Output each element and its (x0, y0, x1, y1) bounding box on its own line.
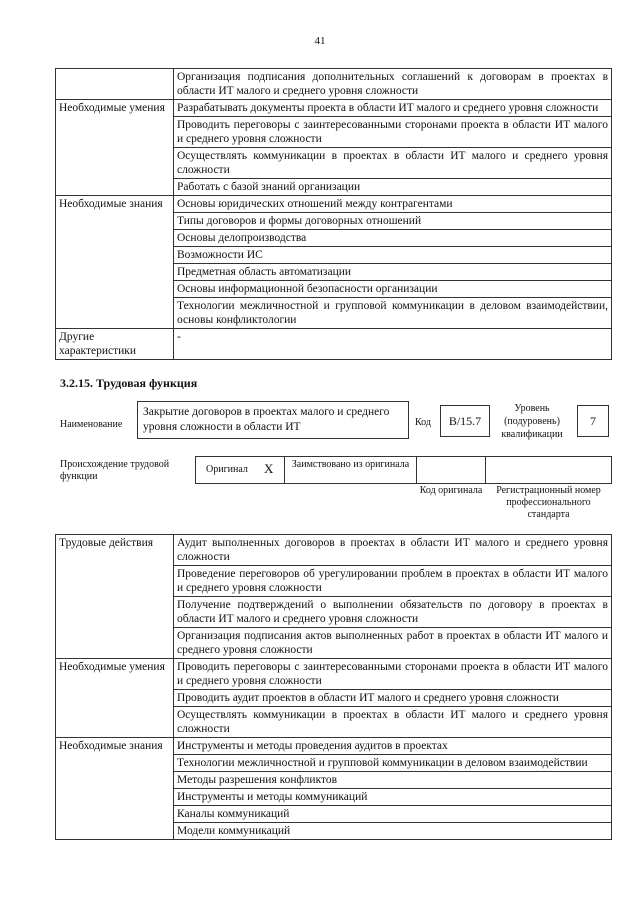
origin-label: Происхождение трудовой функции (60, 459, 170, 482)
table-row (56, 329, 612, 360)
table1-body (56, 69, 612, 360)
row-item: Проводить переговоры с заинтересованными сторонами проекта в области ИТ малого и среднего уровня сложности (174, 117, 612, 148)
borrowed-label: Заимствовано из оригинала (284, 456, 417, 484)
level-label: Уровень (подуровень) квалификации (501, 403, 563, 440)
reg-number-cell (485, 456, 612, 484)
row-label: Другие характеристики (56, 329, 174, 360)
row-item: - (174, 329, 612, 360)
table-row (56, 535, 612, 566)
row-label: Трудовые действия (56, 535, 174, 659)
skills-table-continued (55, 68, 612, 360)
row-item: Организация подписания актов выполненных работ в проектах в области ИТ малого и среднего уровня сложности (174, 628, 612, 659)
row-item: Проведение переговоров об урегулировании проблем в проектах в области ИТ малого и среднего уровня сложности (174, 566, 612, 597)
original-mark: X (264, 461, 274, 476)
table-row (56, 659, 612, 690)
level-value: 7 (577, 405, 609, 437)
labor-function-table (55, 534, 612, 840)
row-item: Осуществлять коммуникации в проектах в области ИТ малого и среднего уровня сложности (174, 707, 612, 738)
row-item: Типы договоров и формы договорных отношений (174, 213, 612, 230)
row-item: Модели коммуникаций (174, 823, 612, 840)
page-number: 41 (314, 35, 326, 47)
orig-code-cell (416, 456, 486, 484)
row-item: Осуществлять коммуникации в проектах в области ИТ малого и среднего уровня сложности (174, 148, 612, 179)
row-item: Основы юридических отношений между контрагентами (174, 196, 612, 213)
row-label: Необходимые умения (56, 100, 174, 196)
table2-body (56, 535, 612, 840)
row-item: Основы информационной безопасности организации (174, 281, 612, 298)
table-row (56, 196, 612, 213)
row-item: Каналы коммуникаций (174, 806, 612, 823)
function-name-value: Закрытие договоров в проектах малого и среднего уровня сложности в области ИТ (137, 401, 409, 439)
table-row (56, 738, 612, 755)
name-label: Наименование (60, 419, 123, 430)
row-item: Возможности ИС (174, 247, 612, 264)
row-item: Проводить аудит проектов в области ИТ малого и среднего уровня сложности (174, 690, 612, 707)
row-item: Инструменты и методы коммуникаций (174, 789, 612, 806)
row-label: Необходимые умения (56, 659, 174, 738)
row-item: Основы делопроизводства (174, 230, 612, 247)
code-value: В/15.7 (440, 405, 490, 437)
original-label: Оригинал (206, 464, 248, 475)
section-title: 3.2.15. Трудовая функция (60, 376, 198, 390)
reg-number-caption: Регистрационный номер профессионального стандарта (496, 485, 601, 520)
orig-code-caption: Код оригинала (419, 485, 483, 496)
row-item: Разрабатывать документы проекта в области ИТ малого и среднего уровня сложности (174, 100, 612, 117)
row-label (56, 69, 174, 100)
row-item: Предметная область автоматизации (174, 264, 612, 281)
code-label: Код (415, 417, 431, 428)
row-item: Технологии межличностной и групповой коммуникации в деловом взаимодействии, основы конфликтологии (174, 298, 612, 329)
row-item: Получение подтверждений о выполнении обязательств по договору в проектах в области ИТ малого и среднего уровня сложности (174, 597, 612, 628)
row-item: Работать с базой знаний организации (174, 179, 612, 196)
row-label: Необходимые знания (56, 738, 174, 840)
row-item: Технологии межличностной и групповой коммуникации в деловом взаимодействии (174, 755, 612, 772)
original-cell (195, 456, 285, 484)
row-item: Проводить переговоры с заинтересованными сторонами проекта в области ИТ малого и среднего уровня сложности (174, 659, 612, 690)
row-item: Организация подписания дополнительных соглашений к договорам в проектах в области ИТ малого и среднего уровня сложности (174, 69, 612, 100)
table-row (56, 69, 612, 100)
row-item: Аудит выполненных договоров в проектах в области ИТ малого и среднего уровня сложности (174, 535, 612, 566)
row-item: Методы разрешения конфликтов (174, 772, 612, 789)
row-label: Необходимые знания (56, 196, 174, 329)
row-item: Инструменты и методы проведения аудитов в проектах (174, 738, 612, 755)
table-row (56, 100, 612, 117)
